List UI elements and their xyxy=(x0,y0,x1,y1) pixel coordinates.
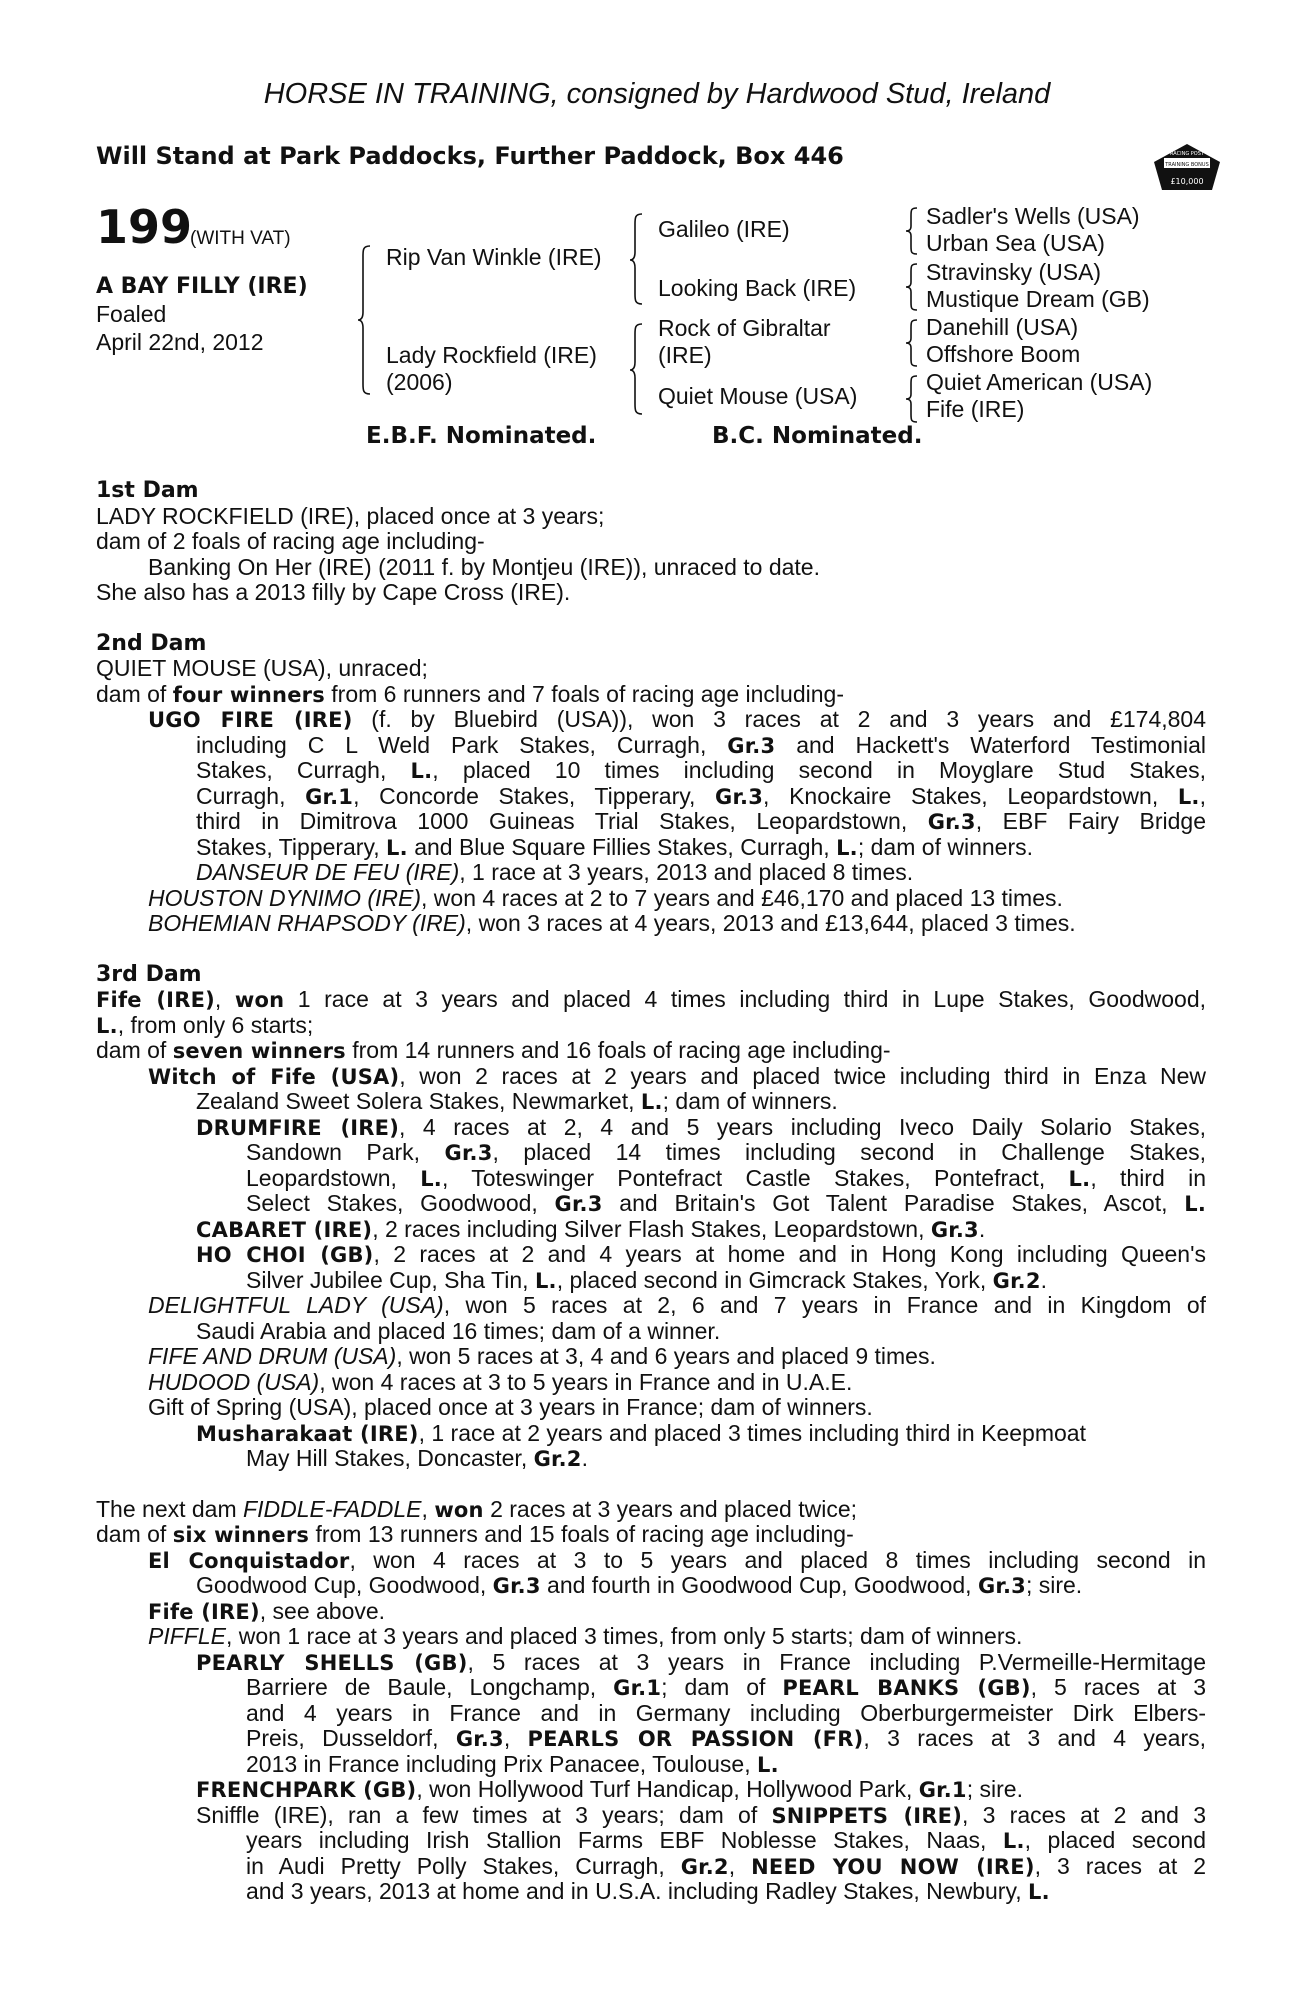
pedigree-dam xyxy=(386,342,597,396)
bold-text: Gr.1 xyxy=(305,784,354,809)
text-segment: , 1 race at 3 years, 2013 and placed 8 times. xyxy=(459,859,914,885)
text-segment: , Knockaire Stakes, Leopardstown, xyxy=(763,783,1178,809)
text-segment: Select Stakes, Goodwood, xyxy=(246,1191,555,1216)
bold-text: L. xyxy=(836,835,858,860)
text-line xyxy=(96,809,1206,835)
bold-text: six winners xyxy=(172,1523,310,1547)
ebf-nominated: E.B.F. Nominated. xyxy=(366,423,597,449)
pedigree-g-dsd: Offshore Boom xyxy=(926,341,1081,367)
text-segment: , won 3 races at 4 years, 2013 and £13,644, placed 3 times. xyxy=(465,910,1076,936)
bold-text: Gr.3 xyxy=(715,784,764,809)
text-segment: years including Irish Stallion Farms EBF Noblesse Stakes, Naas, xyxy=(246,1828,1003,1853)
italic-text: HOUSTON DYNIMO (IRE) xyxy=(148,884,422,911)
lot-number: 199 xyxy=(96,200,193,254)
pedigree-bracket-g1 xyxy=(906,206,920,256)
text-line xyxy=(96,707,1206,733)
text-line xyxy=(96,1064,1206,1090)
bold-text: Gr.3 xyxy=(727,733,776,758)
spacer xyxy=(96,937,1206,962)
text-segment: LADY ROCKFIELD (IRE), placed once at 3 years; xyxy=(96,502,605,529)
text-segment: Banking On Her (IRE) (2011 f. by Montjeu (IRE)), unraced to date. xyxy=(148,553,820,580)
text-line xyxy=(96,1395,1206,1421)
text-line xyxy=(96,1293,1206,1319)
text-line xyxy=(96,1115,1206,1141)
pedigree-dam-sire xyxy=(658,315,831,369)
text-segment: ; sire. xyxy=(1025,1572,1083,1598)
italic-text: DANSEUR DE FEU (IRE) xyxy=(196,859,460,885)
bold-text: UGO FIRE (IRE) xyxy=(148,708,353,732)
text-segment: , EBF Fairy Bridge xyxy=(975,809,1206,834)
bold-text: Gr.2 xyxy=(992,1268,1041,1293)
bold-text: L. xyxy=(1177,784,1200,809)
text-segment: from 6 runners and 7 foals of racing age including- xyxy=(324,680,844,707)
text-line xyxy=(96,1624,1206,1650)
bold-text: L. xyxy=(386,835,408,860)
text-segment: and fourth in Goodwood Cup, Goodwood, xyxy=(540,1572,978,1598)
bold-text: PEARLS OR PASSION (FR) xyxy=(527,1727,864,1751)
bold-text: Gr.3 xyxy=(444,1141,493,1165)
text-segment: and 3 years, 2013 at home and in U.S.A. including Radley Stakes, Newbury, xyxy=(246,1878,1029,1904)
text-line xyxy=(96,1599,1206,1625)
bold-text: L. xyxy=(1184,1192,1206,1216)
text-segment: , won 2 races at 2 years and placed twice including third in Enza New xyxy=(399,1063,1206,1089)
text-segment: third in Dimitrova 1000 Guineas Trial Stakes, Leopardstown, xyxy=(196,809,928,834)
text-segment: ; dam of winners. xyxy=(857,833,1033,860)
training-bonus-badge xyxy=(1150,138,1224,204)
text-line xyxy=(96,1421,1206,1447)
bold-text: seven winners xyxy=(172,1039,346,1063)
bold-text: Musharakaat (IRE) xyxy=(196,1421,419,1446)
text-line xyxy=(96,1879,1206,1905)
italic-text: PIFFLE xyxy=(148,1623,226,1649)
text-segment: ; dam of xyxy=(661,1675,783,1700)
bold-text: PEARLY SHELLS (GB) xyxy=(196,1650,468,1675)
text-segment: . xyxy=(1040,1266,1048,1293)
pedigree-bracket-g4 xyxy=(906,374,920,424)
text-line xyxy=(96,1752,1206,1778)
text-line xyxy=(96,911,1206,937)
text-line xyxy=(96,529,1206,555)
text-line xyxy=(96,1650,1206,1676)
text-line xyxy=(96,504,1206,530)
text-segment: Barriere de Baule, Longchamp, xyxy=(246,1675,614,1700)
italic-text: DELIGHTFUL LADY (USA) xyxy=(148,1293,444,1318)
text-line xyxy=(96,1726,1206,1752)
bold-text: Fife (IRE) xyxy=(96,988,215,1012)
pedigree-sire: Rip Van Winkle (IRE) xyxy=(386,244,602,270)
text-segment: dam of xyxy=(96,680,173,707)
text-line xyxy=(96,1038,1206,1064)
text-segment: , third in xyxy=(1090,1165,1206,1191)
text-segment: . xyxy=(581,1445,588,1471)
text-segment: , won Hollywood Turf Handicap, Hollywood Park, xyxy=(416,1776,919,1802)
pedigree-g-sdd: Mustique Dream (GB) xyxy=(926,286,1150,312)
text-line xyxy=(96,1854,1206,1880)
pedigree-g-ssd: Urban Sea (USA) xyxy=(926,230,1105,256)
bold-text: L. xyxy=(1002,1829,1025,1853)
text-segment: She also has a 2013 filly by Cape Cross (IRE). xyxy=(96,579,571,605)
text-segment: 1 race at 3 years and placed 4 times including third in Lupe Stakes, Goodwood, xyxy=(284,987,1206,1012)
text-segment: May Hill Stakes, Doncaster, xyxy=(246,1445,534,1471)
text-segment: , Concorde Stakes, Tipperary, xyxy=(353,783,716,809)
bold-text: Fife (IRE) xyxy=(148,1599,260,1624)
text-line xyxy=(96,555,1206,581)
text-segment: , xyxy=(1199,783,1206,809)
bold-text: Gr.2 xyxy=(680,1854,729,1879)
bold-text: Gr.3 xyxy=(455,1727,504,1751)
bold-text: Gr.2 xyxy=(533,1447,582,1471)
text-segment: , won 4 races at 2 to 7 years and £46,170 and placed 13 times. xyxy=(421,884,1063,911)
text-line xyxy=(96,758,1206,784)
text-segment: Saudi Arabia and placed 16 times; dam of a winner. xyxy=(196,1317,721,1344)
section-heading xyxy=(96,962,1206,988)
bold-text: L. xyxy=(534,1268,557,1293)
bold-text: won xyxy=(434,1497,484,1522)
pedigree-sire-dam: Looking Back (IRE) xyxy=(658,275,857,301)
text-line xyxy=(96,1191,1206,1217)
text-segment: Sniffle (IRE), ran a few times at 3 years; dam of xyxy=(196,1802,772,1828)
text-segment: , 5 races at 3 xyxy=(1030,1675,1206,1700)
text-segment: , 3 races at 2 and 3 xyxy=(962,1802,1206,1828)
bold-text: FRENCHPARK (GB) xyxy=(196,1778,417,1802)
text-line xyxy=(96,1828,1206,1854)
italic-text: FIFE AND DRUM (USA) xyxy=(148,1343,397,1369)
pedigree-dam-dam: Quiet Mouse (USA) xyxy=(658,383,858,409)
section-heading xyxy=(96,631,1206,657)
italic-text: BOHEMIAN RHAPSODY (IRE) xyxy=(148,910,466,936)
text-segment: , see above. xyxy=(259,1597,386,1624)
text-line xyxy=(96,656,1206,682)
text-segment: , Toteswinger Pontefract Castle Stakes, Pontefract, xyxy=(441,1165,1069,1191)
catalogue-text xyxy=(96,478,1206,1905)
text-line xyxy=(96,1777,1206,1803)
bold-text: L. xyxy=(1068,1166,1091,1191)
svg-text:TRAINING BONUS: TRAINING BONUS xyxy=(1165,162,1209,168)
pedigree-dam-name: Lady Rockfield (IRE) xyxy=(386,342,597,368)
bold-text: L. xyxy=(757,1752,779,1777)
text-segment: , xyxy=(503,1726,528,1751)
bold-text: four winners xyxy=(172,682,325,707)
text-segment: , 3 races at 2 xyxy=(1034,1853,1206,1879)
text-segment: 3rd Dam xyxy=(96,961,202,987)
text-segment: Preis, Dusseldorf, xyxy=(246,1726,456,1751)
pedigree-g-dds: Quiet American (USA) xyxy=(926,369,1153,395)
text-line xyxy=(96,860,1206,886)
text-line xyxy=(96,1446,1206,1472)
page-title: HORSE IN TRAINING, consigned by Hardwood Stud, Ireland xyxy=(263,78,1051,110)
stand-location: Will Stand at Park Paddocks, Further Paddock, Box 446 xyxy=(96,142,844,170)
bold-text: SNIPPETS (IRE) xyxy=(771,1803,963,1828)
text-segment: , placed second in Gimcrack Stakes, York, xyxy=(556,1266,993,1293)
text-line xyxy=(96,733,1206,759)
pedigree-bracket-g2 xyxy=(906,262,920,312)
pedigree-sire-sire: Galileo (IRE) xyxy=(658,216,790,242)
text-line xyxy=(96,1497,1206,1523)
text-segment: , won 5 races at 2, 6 and 7 years in France and in Kingdom of xyxy=(443,1293,1206,1318)
pedigree-g-sss: Sadler's Wells (USA) xyxy=(926,203,1140,229)
pedigree-g-dss: Danehill (USA) xyxy=(926,314,1079,340)
bold-text: L. xyxy=(1028,1880,1050,1904)
italic-text: HUDOOD (USA) xyxy=(148,1368,320,1395)
text-segment: , won 4 races at 3 to 5 years and placed 8 times including second in xyxy=(349,1547,1206,1573)
text-segment: Goodwood Cup, Goodwood, xyxy=(196,1572,493,1598)
text-segment: Sandown Park, xyxy=(246,1140,445,1165)
text-segment: dam of xyxy=(96,1521,173,1547)
pedigree-g-sds: Stravinsky (USA) xyxy=(926,259,1102,285)
text-segment: , xyxy=(421,1495,435,1522)
bold-text: Witch of Fife (USA) xyxy=(148,1064,400,1089)
text-line xyxy=(96,580,1206,606)
text-segment: Stakes, Curragh, xyxy=(196,758,411,783)
text-segment: , 3 races at 3 and 4 years, xyxy=(863,1726,1206,1751)
text-segment: Silver Jubilee Cup, Sha Tin, xyxy=(246,1266,535,1293)
svg-text:RACING POST: RACING POST xyxy=(1170,151,1204,157)
bold-text: Gr.1 xyxy=(613,1676,662,1700)
text-segment: , xyxy=(214,987,235,1012)
bold-text: Gr.3 xyxy=(930,1217,979,1242)
text-line xyxy=(96,1548,1206,1574)
text-segment: ; dam of winners. xyxy=(662,1088,838,1114)
text-segment: (f. by Bluebird (USA)), won 3 races at 2 and 3 years and £174,804 xyxy=(352,707,1206,732)
text-segment: 2nd Dam xyxy=(96,630,207,656)
text-segment: , from only 6 starts; xyxy=(117,1011,314,1038)
text-segment: , xyxy=(728,1853,752,1879)
bold-text: DRUMFIRE (IRE) xyxy=(196,1115,399,1140)
spacer xyxy=(96,1472,1206,1497)
text-segment: , 4 races at 2, 4 and 5 years including Iveco Daily Solario Stakes, xyxy=(399,1114,1206,1140)
text-line xyxy=(96,1370,1206,1396)
text-segment: , won 1 race at 3 years and placed 3 times, from only 5 starts; dam of winners. xyxy=(225,1623,1023,1649)
text-segment: Stakes, Tipperary, xyxy=(196,833,387,860)
foaled-label: Foaled xyxy=(96,301,167,327)
bold-text: L. xyxy=(410,759,433,783)
text-segment: in Audi Pretty Polly Stakes, Curragh, xyxy=(246,1853,681,1879)
text-segment: The next dam xyxy=(96,1495,244,1522)
bold-text: HO CHOI (GB) xyxy=(196,1243,374,1267)
text-segment: Gift of Spring (USA), placed once at 3 years in France; dam of winners. xyxy=(148,1394,873,1420)
text-segment: Zealand Sweet Solera Stakes, Newmarket, xyxy=(196,1088,641,1114)
text-line xyxy=(96,1268,1206,1294)
text-line xyxy=(96,682,1206,708)
text-segment: , placed second xyxy=(1024,1828,1206,1853)
text-segment: QUIET MOUSE (USA), unraced; xyxy=(96,655,428,681)
text-segment: 1st Dam xyxy=(96,478,199,503)
pedigree-bracket-main xyxy=(358,244,374,394)
text-segment: , 2 races including Silver Flash Stakes, Leopardstown, xyxy=(372,1215,931,1242)
text-segment: 2013 in France including Prix Panacee, Toulouse, xyxy=(246,1750,758,1777)
bc-nominated: B.C. Nominated. xyxy=(712,423,923,449)
bold-text: L. xyxy=(420,1166,442,1191)
text-line xyxy=(96,1522,1206,1548)
text-segment: Leopardstown, xyxy=(246,1165,421,1191)
text-segment: , won 5 races at 3, 4 and 6 years and placed 9 times. xyxy=(396,1343,936,1369)
text-segment: including C L Weld Park Stakes, Curragh, xyxy=(196,732,728,758)
bold-text: Gr.3 xyxy=(492,1574,541,1598)
horse-description: A BAY FILLY (IRE) xyxy=(96,274,308,299)
text-segment: , 2 races at 2 and 4 years at home and in Hong Kong including Queen's xyxy=(373,1242,1206,1267)
text-line xyxy=(96,1803,1206,1829)
text-line xyxy=(96,1013,1206,1039)
bold-text: L. xyxy=(640,1090,663,1114)
pedigree-bracket-dam xyxy=(630,322,646,416)
text-segment: 2 races at 3 years and placed twice; xyxy=(483,1495,858,1522)
bold-text: won xyxy=(234,988,285,1012)
pedigree-bracket-g3 xyxy=(906,318,920,368)
pedigree-dam-sire-origin: (IRE) xyxy=(658,342,712,368)
text-segment: , 5 races at 3 years in France including P.Vermeille-Hermitage xyxy=(467,1649,1206,1675)
text-line xyxy=(96,1242,1206,1268)
text-segment: . xyxy=(978,1215,986,1242)
bold-text: Gr.3 xyxy=(977,1574,1026,1598)
text-line xyxy=(96,784,1206,810)
text-segment: Curragh, xyxy=(196,783,306,809)
foaled-info xyxy=(96,300,264,356)
text-segment: , placed 14 times including second in Challenge Stakes, xyxy=(492,1140,1206,1165)
pedigree-dam-year: (2006) xyxy=(386,369,453,395)
text-line xyxy=(96,1140,1206,1166)
text-line xyxy=(96,1319,1206,1345)
bold-text: Gr.3 xyxy=(554,1192,603,1216)
text-segment: ; sire. xyxy=(966,1776,1023,1802)
text-line xyxy=(96,1089,1206,1115)
text-segment: and 4 years in France and in Germany including Oberburgermeister Dirk Elbers- xyxy=(246,1700,1206,1726)
text-segment: dam of 2 foals of racing age including- xyxy=(96,528,485,554)
foaled-date: April 22nd, 2012 xyxy=(96,329,264,355)
pedigree-dam-sire-name: Rock of Gibraltar xyxy=(658,315,831,341)
bold-text: CABARET (IRE) xyxy=(196,1217,373,1242)
bold-text: NEED YOU NOW (IRE) xyxy=(751,1854,1035,1879)
text-segment: , won 4 races at 3 to 5 years in France and in U.A.E. xyxy=(319,1368,853,1395)
bold-text: PEARL BANKS (GB) xyxy=(782,1676,1031,1700)
svg-text:£10,000: £10,000 xyxy=(1170,177,1204,186)
text-segment: and Blue Square Fillies Stakes, Curragh, xyxy=(407,833,837,860)
section-heading xyxy=(96,478,1206,504)
text-segment: from 13 runners and 15 foals of racing age including- xyxy=(309,1521,854,1547)
bold-text: Gr.3 xyxy=(927,810,976,834)
vat-note: (WITH VAT) xyxy=(190,228,291,249)
text-segment: and Britain's Got Talent Paradise Stakes, Ascot, xyxy=(602,1191,1185,1216)
text-line xyxy=(96,886,1206,912)
bold-text: L. xyxy=(96,1013,118,1038)
text-segment: dam of xyxy=(96,1037,173,1063)
text-segment: , placed 10 times including second in Moyglare Stud Stakes, xyxy=(432,758,1206,783)
text-line xyxy=(96,1573,1206,1599)
pedigree-g-ddd: Fife (IRE) xyxy=(926,396,1025,422)
text-line xyxy=(96,1166,1206,1192)
text-line xyxy=(96,1217,1206,1243)
spacer xyxy=(96,606,1206,631)
text-line xyxy=(96,835,1206,861)
italic-text: FIDDLE-FADDLE xyxy=(243,1495,422,1522)
text-line xyxy=(96,987,1206,1013)
text-segment: and Hackett's Waterford Testimonial xyxy=(775,732,1206,758)
text-segment: , 1 race at 2 years and placed 3 times including third in Keepmoat xyxy=(418,1419,1086,1446)
text-line xyxy=(96,1344,1206,1370)
pedigree-bracket-sire xyxy=(630,212,646,306)
text-line xyxy=(96,1701,1206,1727)
text-line xyxy=(96,1675,1206,1701)
text-segment: from 14 runners and 16 foals of racing age including- xyxy=(345,1037,891,1063)
bold-text: Gr.1 xyxy=(918,1778,967,1802)
bold-text: El Conquistador xyxy=(148,1548,350,1573)
